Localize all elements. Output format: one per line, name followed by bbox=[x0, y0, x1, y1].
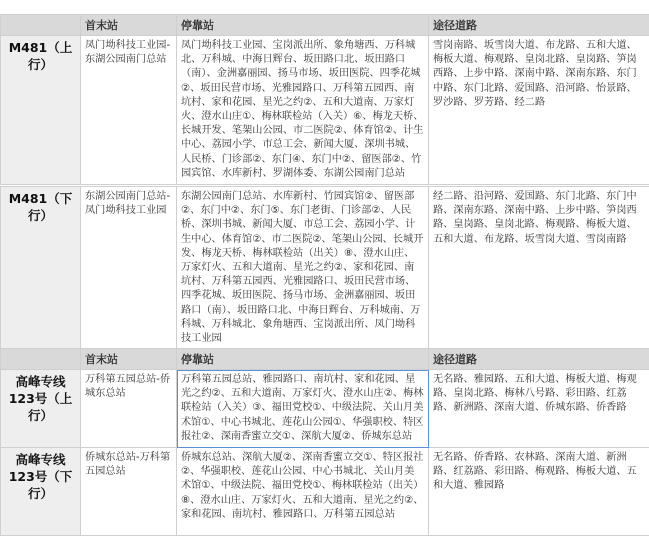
table-header-row bbox=[1, 15, 649, 36]
route-name: M481（下行） bbox=[1, 187, 81, 350]
route-name: 高峰专线123号（上行） bbox=[1, 370, 81, 448]
terminal-stations: 凤门坳科技工业园-东湖公园南门总站 bbox=[81, 36, 177, 185]
header-route bbox=[1, 15, 81, 36]
header-route bbox=[1, 349, 81, 370]
table-row bbox=[1, 187, 649, 350]
route-table-m481-up bbox=[0, 14, 649, 185]
roads-cell: 无名路、侨香路、农林路、深南大道、新洲路、红荔路、彩田路、梅观路、梅板大道、五和大道、雅园路 bbox=[429, 448, 649, 536]
route-table-123 bbox=[0, 348, 649, 536]
roads-cell: 无名路、雅园路、五和大道、梅板大道、梅观路、皇岗北路、梅林八号路、彩田路、红荔路、新洲路、深南大道、侨城东路、侨香路 bbox=[429, 370, 649, 448]
table-row bbox=[1, 448, 649, 536]
header-roads: 途径道路 bbox=[429, 15, 649, 36]
table-header-row bbox=[1, 349, 649, 370]
terminal-stations: 东湖公园南门总站-凤门坳科技工业园 bbox=[81, 187, 177, 350]
roads-cell: 经二路、沿河路、爱国路、东门北路、东门中路、深南东路、深南中路、上步中路、笋岗西路、皇岗路、皇岗北路、梅观路、梅板大道、五和大道、布龙路、坂雪岗大道、雪岗南路 bbox=[429, 187, 649, 350]
roads-cell: 雪岗南路、坂雪岗大道、布龙路、五和大道、梅板大道、梅观路、皇岗北路、皇岗路、笋岗西路、上步中路、深南中路、深南东路、东门中路、东门北路、爱国路、沿河路、怡景路、罗沙路、罗芳路、经二路 bbox=[429, 36, 649, 185]
header-ends: 首末站 bbox=[81, 15, 177, 36]
stops-cell: 凤门坳科技工业园、宝岗派出所、象角塘西、万科城北、万科城、中海日辉台、坂田路口北、坂田路口（南）、金洲嘉丽园、扬马市场、坂田医院、四季花城②、坂田民营市场、光雅园路口、万科第五园西、南坑村、家和花园、星光之约②、五和大道南、万家灯火、澄水山庄①、梅林联检站（入关）⑥、梅龙天桥、长城开发、笔架山公园、市二医院②、体育馆②、计生中心、荔园小学、市总工会、新闻大厦、深圳书城、人民桥、门诊部②、东门④、东门中②、留医部②、竹园宾馆、水库新村、罗湖体委、东湖公园南门总站 bbox=[177, 36, 429, 185]
route-name: 高峰专线123号（下行） bbox=[1, 448, 81, 536]
route-table-m481-down bbox=[0, 186, 649, 350]
table-row bbox=[1, 36, 649, 185]
stops-cell: 东湖公园南门总站、水库新村、竹园宾馆②、留医部②、东门中②、东门⑤、东门老街、门诊部②、人民桥、深圳书城、新闻大厦、市总工会、荔园小学、计生中心、体育馆②、市二医院②、笔架山公园、长城开发、梅龙天桥、梅林联检站（出关）⑧、澄水山庄、万家灯火、五和大道南、星光之约②、家和花园、南坑村、万科第五园西、光雅园路口、坂田民营市场、四季花城、坂田医院、扬马市场、金洲嘉丽园、坂田路口（南）、坂田路口北、中海日辉台、万科城南、万科城、万科城北、象角塘西、宝岗派出所、凤门坳科技工业园 bbox=[177, 187, 429, 350]
header-stops: 停靠站 bbox=[177, 15, 429, 36]
table-row bbox=[1, 370, 649, 448]
header-ends: 首末站 bbox=[81, 349, 177, 370]
stops-cell-selected[interactable]: 万科第五园总站、雅园路口、南坑村、家和花园、星光之约②、五和大道南、万家灯火、澄水山庄②、梅林联检站（入关）③、福田党校①、中级法院、关山月美术馆①、中心书城北、莲花山公园①、华强职校、特区报社②、深南香蜜立交①、深航大厦②、侨城东总站 bbox=[177, 370, 429, 448]
header-roads: 途径道路 bbox=[429, 349, 649, 370]
terminal-stations: 万科第五园总站-侨城东总站 bbox=[81, 370, 177, 448]
route-name: M481（上行） bbox=[1, 36, 81, 185]
header-stops: 停靠站 bbox=[177, 349, 429, 370]
terminal-stations: 侨城东总站-万科第五园总站 bbox=[81, 448, 177, 536]
stops-cell: 侨城东总站、深航大厦②、深南香蜜立交①、特区报社②、华强职校、莲花山公园、中心书城北、关山月美术馆①、中级法院、福田党校①、梅林联检站（出关）⑧、澄水山庄、万家灯火、五和大道南、星光之约②、家和花园、南坑村、雅园路口、万科第五园总站 bbox=[177, 448, 429, 536]
